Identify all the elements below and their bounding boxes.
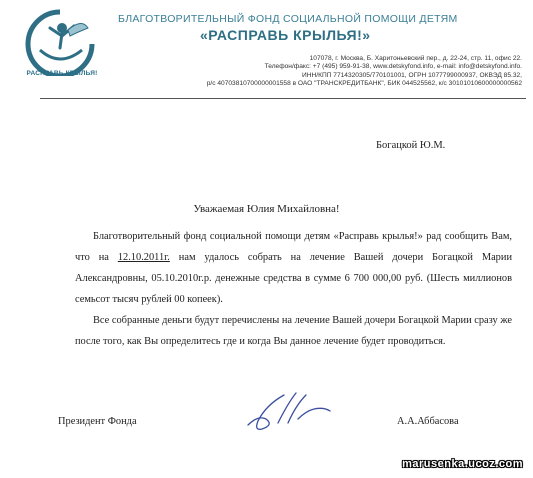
signer-title: Президент Фонда <box>58 416 137 427</box>
p1-after: нам удалось собрать на лечение Вашей дочери Богацкой Марии Александровны, 05.10.2010г.р. денежные средства в сумме 6 700 000,00 руб. (Шесть миллионов семьсот тысяч рублей 00 копеек). <box>75 252 512 305</box>
watermark: marusenka.ucoz.com <box>402 458 523 470</box>
paragraph-2: Все собранные деньги будут перечислены на лечение Вашей дочери Богацкой Марии сразу же после того, как Вы определитесь где и когда Вы данное лечение будет проводиться. <box>75 315 512 347</box>
org-name: БЛАГОТВОРИТЕЛЬНЫЙ ФОНД СОЦИАЛЬНОЙ ПОМОЩИ ДЕТЯМ <box>118 13 458 25</box>
greeting: Уважаемая Юлия Михайловна! <box>193 203 340 215</box>
header-divider <box>40 98 526 99</box>
letter-body <box>75 226 512 352</box>
contact-block <box>92 55 522 88</box>
org-title: «РАСПРАВЬ КРЫЛЬЯ!» <box>200 27 371 43</box>
collection-date: 12.10.2011г. <box>117 252 170 263</box>
p1-before: Благотворительный фонд социальной помощи детям «Расправь крылья!» рад сообщить Вам, что на <box>75 231 512 263</box>
handwritten-signature <box>244 385 334 435</box>
logo-caption: РАСПРАВЬ КРЫЛЬЯ! <box>26 70 98 77</box>
contact-inn: ИНН/КПП 7714320305/770101001, ОГРН 1077799000937, ОКВЭД 85.32, <box>302 71 522 79</box>
recipient: Богацкой Ю.М. <box>376 140 446 151</box>
signer-name: А.А.Аббасова <box>397 416 459 427</box>
contact-phone: Телефон/факс: +7 (495) 959-91-38, www.detskyfond.info, e-mail: info@detskyfond.info. <box>264 63 522 71</box>
paragraph-1 <box>75 226 512 310</box>
contact-bank: р/с 40703810700000001558 в ОАО "ТРАНСКРЕДИТБАНК", БИК 044525562, к/с 30101010600000000562 <box>206 79 522 87</box>
contact-address: 107078, г. Москва, Б. Харитоньевский пер., д. 22-24, стр. 11, офис 22. <box>309 55 522 62</box>
